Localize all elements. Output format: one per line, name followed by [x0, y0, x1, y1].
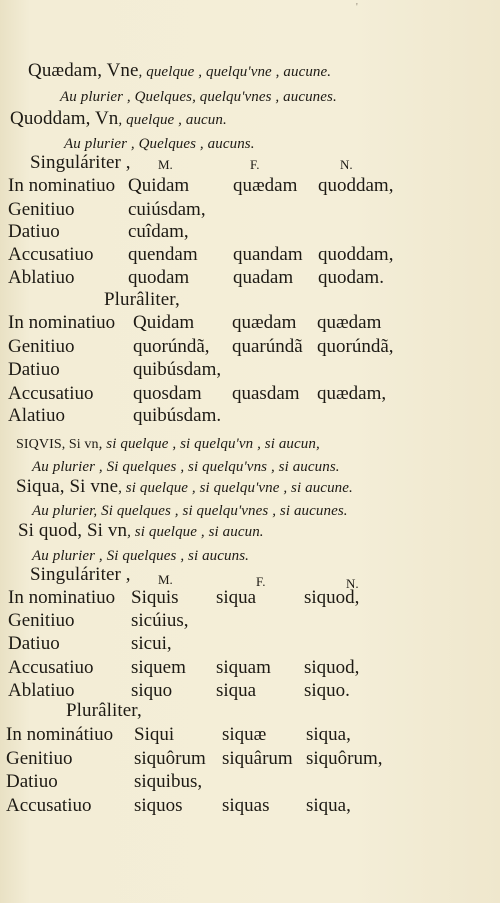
quidam-singular-row-1-col-0: Genitiuo	[8, 199, 75, 220]
siquis-header-n: N.	[346, 576, 359, 591]
quidam-plural-row-4-col-1: quibúsdam.	[133, 405, 222, 426]
quidam-singular-row-3-col-3: quoddam,	[318, 244, 394, 265]
quidam-plural-row-0-col-2: quædam	[232, 312, 297, 333]
siquis-singular-row-1-col-1: sicúius,	[131, 610, 189, 631]
quidam-singular-row-2-col-0: Datiuo	[8, 221, 60, 242]
siquis-singular-row-4-col-0: Ablatiuo	[8, 680, 75, 701]
siquis-plural-row-2-col-1: siquibus,	[134, 771, 203, 792]
quaedam-translation: , quelque , quelqu'vne , aucune.	[138, 64, 332, 80]
siquis-plural-row-0-col-1: Siqui	[134, 724, 175, 745]
siquis-plural-row-1-col-2: siquârum	[222, 748, 293, 769]
quaedam-line	[28, 60, 331, 83]
quidam-plural-row-1-col-1: quorúndã,	[133, 336, 210, 357]
quidam-plural-row-2-col-0: Datiuo	[8, 359, 60, 380]
quidam-singular-row-3-col-2: quandam	[233, 244, 303, 265]
siquis-singular-label: Singuláriter ,	[30, 564, 131, 585]
quidam-plural-row-1-col-3: quorúndã,	[317, 336, 394, 357]
quidam-singular-label: Singuláriter ,	[30, 152, 131, 173]
quidam-singular-row-3-col-1: quendam	[128, 244, 198, 265]
siquis-singular-row-1-col-0: Genitiuo	[8, 610, 75, 631]
siquis-translation: , si quelque , si quelqu'vn , si aucun,	[98, 436, 320, 452]
siquis-singular-row-0-col-2: siqua	[216, 587, 257, 608]
quoddam-main: Quoddam, Vn	[10, 108, 119, 129]
quoddam-plural-line: Au plurier , Quelques , aucuns.	[64, 136, 255, 152]
quidam-plural-row-3-col-0: Accusatiuo	[8, 383, 94, 404]
siquod-translation: , si quelque , si aucun.	[127, 524, 264, 540]
quidam-plural-row-3-col-2: quasdam	[232, 383, 300, 404]
quidam-header-n: N.	[340, 157, 353, 172]
quidam-singular-row-4-col-0: Ablatiuo	[8, 267, 75, 288]
quidam-singular-row-4-col-2: quadam	[233, 267, 294, 288]
siquis-plural-row-3-col-1: siquos	[134, 795, 183, 816]
siquis-plural-row-0-col-3: siqua,	[306, 724, 351, 745]
pencil-mark: '	[356, 2, 358, 13]
quidam-plural-row-4-col-0: Alatiuo	[8, 405, 65, 426]
siquis-plural-row-1-col-3: siquôrum,	[306, 748, 383, 769]
quoddam-line	[10, 108, 227, 131]
siqua-main: Siqua, Si vne	[16, 476, 119, 497]
quidam-singular-row-1-col-1: cuiúsdam,	[128, 199, 206, 220]
quidam-plural-row-2-col-1: quibúsdam,	[133, 359, 222, 380]
siquis-singular-row-0-col-1: Siquis	[131, 587, 179, 608]
siquis-singular-row-3-col-2: siquam	[216, 657, 271, 678]
quidam-header-f: F.	[250, 157, 260, 172]
quidam-singular-row-0-col-3: quoddam,	[318, 175, 394, 196]
quidam-singular-row-2-col-1: cuîdam,	[128, 221, 189, 242]
siquis-plural-label: Plurâliter,	[66, 700, 142, 721]
siquis-singular-row-4-col-3: siquo.	[304, 680, 350, 701]
siquis-header-f: F.	[256, 574, 266, 589]
siquod-main: Si quod, Si vn	[18, 520, 128, 541]
quidam-plural-row-0-col-3: quædam	[317, 312, 382, 333]
siquod-plural-line: Au plurier , Si quelques , si aucuns.	[32, 548, 250, 564]
siquis-singular-row-3-col-1: siquem	[131, 657, 186, 678]
quidam-plural-row-3-col-3: quædam,	[317, 383, 387, 404]
siquis-plural-row-3-col-2: siquas	[222, 795, 270, 816]
siqua-translation: , si quelque , si quelqu'vne , si aucune.	[118, 480, 353, 496]
siquis-plural-row-2-col-0: Datiuo	[6, 771, 58, 792]
siquis-plural-row-1-col-0: Genitiuo	[6, 748, 73, 769]
quidam-singular-row-4-col-3: quodam.	[318, 267, 384, 288]
quaedam-plural-line: Au plurier , Quelques, quelqu'vnes , aucunes.	[60, 89, 337, 105]
siquis-singular-row-4-col-2: siqua	[216, 680, 257, 701]
quidam-singular-row-3-col-0: Accusatiuo	[8, 244, 94, 265]
siquis-singular-row-4-col-1: siquo	[131, 680, 173, 701]
siqua-plural-line: Au plurier, Si quelques , si quelqu'vnes , si aucunes.	[32, 503, 348, 519]
siquod-line	[18, 520, 264, 543]
siquis-plural-row-3-col-3: siqua,	[306, 795, 351, 816]
siquis-singular-row-0-col-0: In nominatiuo	[8, 587, 116, 608]
siqua-line	[16, 476, 353, 499]
siquis-plural-line: Au plurier , Si quelques , si quelqu'vns , si aucuns.	[32, 459, 340, 475]
quaedam-main: Quædam, Vne	[28, 60, 139, 81]
siquis-main: SIQVIS, Si vn	[16, 437, 99, 452]
siquis-line	[16, 432, 320, 456]
siquis-plural-row-0-col-2: siquæ	[222, 724, 267, 745]
quidam-singular-row-4-col-1: quodam	[128, 267, 190, 288]
siquis-plural-row-1-col-1: siquôrum	[134, 748, 206, 769]
quidam-plural-row-0-col-0: In nominatiuo	[8, 312, 116, 333]
siquis-header-m: M.	[158, 572, 173, 587]
siquis-plural-row-3-col-0: Accusatiuo	[6, 795, 92, 816]
quidam-plural-row-3-col-1: quosdam	[133, 383, 202, 404]
siquis-singular-row-2-col-1: sicui,	[131, 633, 172, 654]
quidam-plural-row-0-col-1: Quidam	[133, 312, 195, 333]
quidam-singular-row-0-col-1: Quidam	[128, 175, 190, 196]
siquis-singular-row-0-col-3: siquod,	[304, 587, 360, 608]
quidam-singular-row-0-col-2: quædam	[233, 175, 298, 196]
siquis-singular-row-3-col-0: Accusatiuo	[8, 657, 94, 678]
siquis-singular-row-2-col-0: Datiuo	[8, 633, 60, 654]
quidam-plural-row-1-col-2: quarúndã	[232, 336, 303, 357]
siquis-singular-row-3-col-3: siquod,	[304, 657, 360, 678]
siquis-plural-row-0-col-0: In nominátiuo	[6, 724, 114, 745]
quidam-header-m: M.	[158, 157, 173, 172]
quoddam-translation: , quelque , aucun.	[118, 112, 227, 128]
quidam-plural-row-1-col-0: Genitiuo	[8, 336, 75, 357]
quidam-plural-label: Plurâliter,	[104, 289, 180, 310]
quidam-singular-row-0-col-0: In nominatiuo	[8, 175, 116, 196]
